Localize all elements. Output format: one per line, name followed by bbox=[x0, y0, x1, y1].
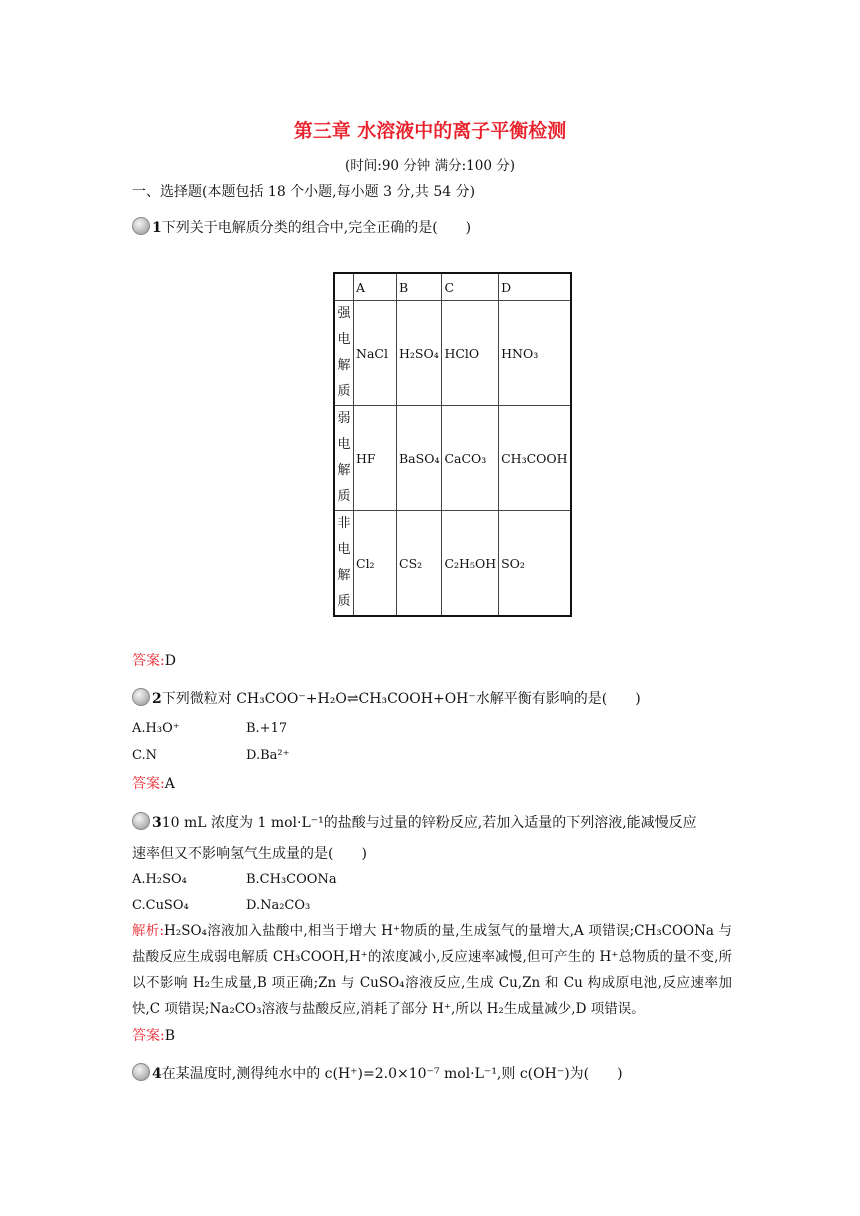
table-cell: HF bbox=[354, 406, 397, 511]
question-number: 1 bbox=[152, 220, 162, 236]
table-header-cell: A bbox=[354, 273, 397, 301]
question-stem: 下列关于电解质分类的组合中,完全正确的是( ) bbox=[161, 220, 472, 236]
table-cell: BaSO₄ bbox=[397, 406, 442, 511]
exam-time-info: (时间:90 分钟 满分:100 分) bbox=[345, 158, 515, 174]
question-4 bbox=[132, 1063, 623, 1083]
explanation-text: H₂SO₄溶液加入盐酸中,相当于增大 H⁺物质的量,生成氢气的量增大,A 项错误;CH₃COONa 与盐酸反应生成弱电解质 CH₃COOH,H⁺的浓度减小,反应速率减慢,但可产生的 H⁺总物质的量不变,所以不影响 H₂生成量,B 项正确;Zn 与 CuSO₄溶液反应,生成 Cu,Zn 和 Cu 构成原电池,反应速率加快,C 项错误;Na₂CO₃溶液与盐酸反应,消耗了部分 H⁺,所以 H₂生成量减少,D 项错误。 bbox=[132, 923, 732, 1017]
question-number: 3 bbox=[152, 815, 162, 831]
question-stem-line1: 10 mL 浓度为 1 mol·L⁻¹的盐酸与过量的锌粉反应,若加入适量的下列溶液,能减慢反应 bbox=[161, 815, 697, 831]
row-label-weak: 弱电解质 bbox=[334, 406, 354, 511]
option-c: C.CuSO₄ bbox=[132, 898, 189, 913]
row-label-strong: 强电解质 bbox=[334, 301, 354, 406]
question-stem: 下列微粒对 CH₃COO⁻+H₂O⇌CH₃COOH+OH⁻水解平衡有影响的是( ) bbox=[161, 691, 641, 707]
question-stem: 在某温度时,测得纯水中的 c(H⁺)=2.0×10⁻⁷ mol·L⁻¹,则 c(OH⁻)为( ) bbox=[161, 1066, 623, 1082]
option-a: A.H₂SO₄ bbox=[132, 872, 187, 887]
row-label-non: 非电解质 bbox=[334, 511, 354, 617]
table-cell: HNO₃ bbox=[499, 301, 571, 406]
electrolyte-table bbox=[333, 272, 572, 617]
question-marker-icon bbox=[132, 688, 150, 706]
option-b: B.+17 bbox=[246, 721, 288, 736]
answer-label: 答案: bbox=[132, 1028, 165, 1044]
question-1 bbox=[132, 217, 471, 237]
table-header-cell: D bbox=[499, 273, 571, 301]
table-cell: Cl₂ bbox=[354, 511, 397, 617]
answer-1 bbox=[132, 650, 176, 670]
question-3 bbox=[132, 812, 697, 832]
table-header-cell: C bbox=[442, 273, 499, 301]
option-b: B.CH₃COONa bbox=[246, 872, 337, 887]
answer-2 bbox=[132, 773, 175, 793]
option-a: A.H₃O⁺ bbox=[132, 721, 180, 736]
question-marker-icon bbox=[132, 812, 150, 830]
explanation-label: 解析: bbox=[132, 923, 165, 939]
section-heading: 一、选择题(本题包括 18 个小题,每小题 3 分,共 54 分) bbox=[132, 184, 476, 200]
table-cell: C₂H₅OH bbox=[442, 511, 499, 617]
table-cell: HClO bbox=[442, 301, 499, 406]
answer-value: A bbox=[164, 776, 175, 792]
table-cell: CS₂ bbox=[397, 511, 442, 617]
table-cell: CaCO₃ bbox=[442, 406, 499, 511]
answer-value: B bbox=[164, 1028, 176, 1044]
option-d: D.Ba²⁺ bbox=[246, 748, 290, 763]
question-marker-icon bbox=[132, 217, 150, 235]
answer-value: D bbox=[164, 653, 176, 669]
answer-label: 答案: bbox=[132, 776, 165, 792]
answer-3 bbox=[132, 1025, 175, 1045]
page-title: 第三章 水溶液中的离子平衡检测 bbox=[293, 120, 567, 142]
option-d: D.Na₂CO₃ bbox=[246, 898, 311, 913]
explanation-3 bbox=[132, 918, 732, 1022]
question-stem-line2: 速率但又不影响氢气生成量的是( ) bbox=[132, 846, 367, 862]
question-number: 2 bbox=[152, 691, 162, 707]
table-cell: NaCl bbox=[354, 301, 397, 406]
answer-label: 答案: bbox=[132, 653, 165, 669]
question-2 bbox=[132, 688, 641, 708]
question-marker-icon bbox=[132, 1063, 150, 1081]
option-c: C.N bbox=[132, 748, 157, 763]
table-header-cell: B bbox=[397, 273, 442, 301]
table-cell: CH₃COOH bbox=[499, 406, 571, 511]
table-cell: H₂SO₄ bbox=[397, 301, 442, 406]
table-header-cell bbox=[334, 273, 354, 301]
table-cell: SO₂ bbox=[499, 511, 571, 617]
question-number: 4 bbox=[152, 1066, 162, 1082]
